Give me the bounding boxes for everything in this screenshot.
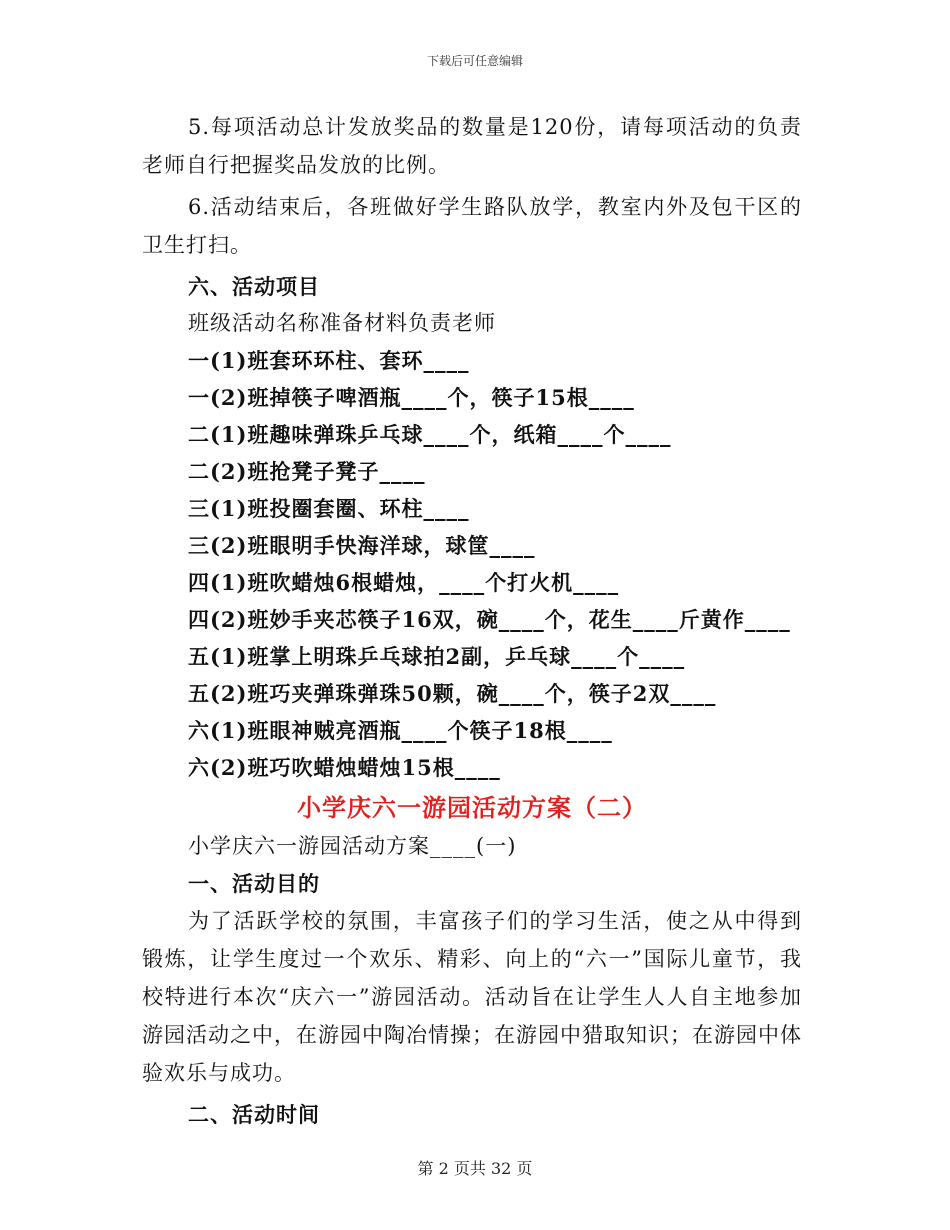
activity-item: 三(1)班投圈套圈、环柱____ xyxy=(188,496,470,521)
document-body xyxy=(142,108,802,1133)
activity-item: 六(1)班眼神贼亮酒瓶____个筷子18根____ xyxy=(188,718,613,743)
paragraph-5: 5.每项活动总计发放奖品的数量是120份，请每项活动的负责老师自行把握奖品发放的比例。 xyxy=(142,115,802,177)
activity-item: 一(1)班套环环柱、套环____ xyxy=(188,348,470,373)
activity-item: 四(2)班妙手夹芯筷子16双，碗____个，花生____斤黄作____ xyxy=(188,607,791,632)
activity-item: 五(1)班掌上明珠乒乓球拍2副，乒乓球____个____ xyxy=(188,644,686,669)
activity-list xyxy=(142,342,802,786)
activity-item: 二(1)班趣味弹珠乒乓球____个，纸箱____个____ xyxy=(188,422,672,447)
section-heading-time: 二、活动时间 xyxy=(188,1102,320,1127)
activity-item: 四(1)班吹蜡烛6根蜡烛，____个打火机____ xyxy=(188,570,620,595)
section-heading-activities: 六、活动项目 xyxy=(188,274,320,299)
activity-item: 三(2)班眼明手快海洋球，球筐____ xyxy=(188,533,536,558)
paragraph-6: 6.活动结束后，各班做好学生路队放学，教室内外及包干区的卫生打扫。 xyxy=(142,195,802,257)
page-footer: 第 2 页共 32 页 xyxy=(417,1159,533,1178)
table-header-line: 班级活动名称准备材料负责老师 xyxy=(188,311,496,335)
subtitle-line: 小学庆六一游园活动方案____(一) xyxy=(188,834,517,858)
purpose-paragraph: 为了活跃学校的氛围，丰富孩子们的学习生活，使之从中得到锻炼，让学生度过一个欢乐、精彩、向上的“六一”国际儿童节，我校特进行本次“庆六一”游园活动。活动旨在让学生人人自主地参加游园活动之中，在游园中陶冶情操；在游园中猎取知识；在游园中体验欢乐与成功。 xyxy=(142,909,802,1085)
page-header: 下载后可任意编辑 xyxy=(426,54,523,68)
activity-item: 五(2)班巧夹弹珠弹珠50颗，碗____个，筷子2双____ xyxy=(188,681,717,706)
document-title: 小学庆六一游园活动方案（二） xyxy=(297,793,647,822)
activity-item: 一(2)班掉筷子啤酒瓶____个，筷子15根____ xyxy=(188,385,635,410)
activity-item: 二(2)班抢凳子凳子____ xyxy=(188,459,426,484)
section-heading-purpose: 一、活动目的 xyxy=(188,871,320,896)
activity-item: 六(2)班巧吹蜡烛蜡烛15根____ xyxy=(188,755,501,780)
